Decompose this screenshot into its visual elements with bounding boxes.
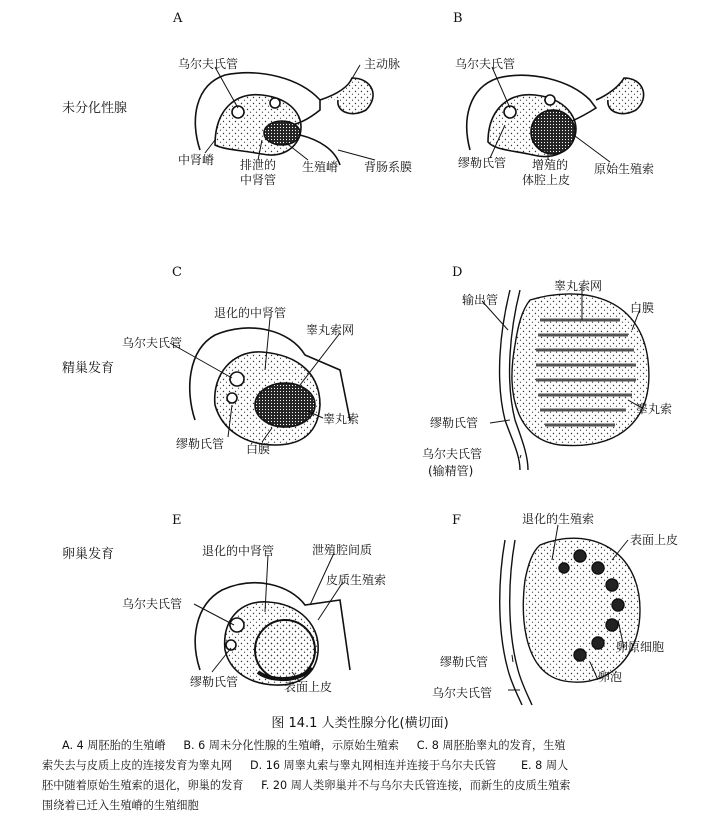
label-c-tunica-albuginea: 白膜: [246, 442, 271, 456]
legend-c: C. 8 周胚胎睾丸的发育，生殖: [416, 739, 566, 752]
label-e-wolffian-duct: 乌尔夫氏管: [122, 597, 183, 611]
label-a-excretory: 排泄的: [240, 158, 277, 172]
row-label-ovary: 卵巢发育: [62, 547, 115, 562]
label-e-cloacal-mesenchyme: 泄殖腔间质: [312, 543, 373, 557]
legend-line-4: [42, 796, 682, 816]
label-c-rete-testis: 睾丸索网: [306, 323, 355, 337]
label-b-mullerian-duct: 缪勒氏管: [458, 156, 507, 170]
legend-b: B. 6 周未分化性腺的生殖嵴，示原始生殖索: [183, 739, 399, 752]
legend-line-1: [62, 736, 682, 756]
label-d-rete-testis: 睾丸索网: [554, 279, 603, 293]
label-b-wolffian-duct: 乌尔夫氏管: [455, 57, 516, 71]
panel-letter-b: B: [453, 11, 463, 26]
legend-f: F. 20 周人类卵巢并不与乌尔夫氏管连接，而新生的皮质生殖索: [261, 779, 571, 792]
legend-line-3: [42, 776, 682, 796]
legend-a: A. 4 周胚胎的生殖嵴: [62, 739, 166, 752]
label-e-mullerian-duct: 缪勒氏管: [190, 675, 239, 689]
label-a-wolffian-duct: 乌尔夫氏管: [178, 57, 239, 71]
label-d-wolffian-duct: 乌尔夫氏管: [422, 447, 483, 461]
panel-letter-c: C: [172, 265, 182, 280]
panel-d-drawing: [500, 290, 649, 470]
legend-d: D. 16 周睾丸索与睾丸网相连并连接于乌尔夫氏管: [249, 759, 497, 772]
legend-f-cont: 围绕着已迁入生殖嵴的生殖细胞: [42, 799, 199, 812]
label-a-mesonephric-duct: 中肾管: [240, 173, 277, 187]
panel-letter-a: A: [173, 11, 183, 26]
label-e-degenerated-duct: 退化的中肾管: [202, 544, 275, 558]
label-e-cortical-cords: 皮质生殖索: [326, 573, 387, 587]
label-a-genital-ridge: 生殖嵴: [302, 160, 339, 174]
panel-letter-e: E: [172, 513, 182, 528]
panel-a-drawing: [195, 73, 373, 165]
label-b-primitive-sex-cords: 原始生殖索: [594, 162, 655, 176]
label-f-oogonia: 卵原细胞: [616, 640, 665, 654]
label-d-testis-cords: 睾丸索: [636, 402, 673, 416]
panel-b-drawing: [467, 75, 644, 156]
label-c-mullerian-duct: 缪勒氏管: [176, 437, 225, 451]
label-c-wolffian-duct: 乌尔夫氏管: [122, 336, 183, 350]
label-c-degenerated-duct: 退化的中肾管: [214, 306, 287, 320]
label-b-proliferating: 增殖的: [532, 158, 569, 172]
row-label-undifferentiated: 未分化性腺: [62, 101, 128, 116]
label-f-degenerated-cords: 退化的生殖索: [522, 512, 595, 526]
label-e-surface-epithelium: 表面上皮: [284, 680, 333, 694]
legend-e-cont: 胚中随着原始生殖索的退化，卵巢的发育: [42, 779, 244, 792]
label-b-coelomic-epithelium: 体腔上皮: [522, 173, 571, 187]
row-label-testis: 精巢发育: [62, 361, 115, 376]
label-c-testis-cords: 睾丸索: [323, 412, 360, 426]
panel-letter-d: D: [452, 265, 463, 280]
panel-letter-f: F: [452, 513, 462, 528]
label-f-mullerian-duct: 缪勒氏管: [440, 655, 489, 669]
label-a-dorsal-mesentery: 背肠系膜: [364, 160, 413, 174]
figure-caption: 图 14.1 人类性腺分化(横切面): [271, 716, 449, 731]
label-f-follicle: 卵泡: [598, 670, 623, 684]
legend-e: E. 8 周人: [520, 759, 569, 772]
panel-c-drawing: [190, 328, 350, 445]
panel-e-drawing: [195, 583, 350, 685]
label-d-tunica-albuginea: 白膜: [630, 301, 655, 315]
label-a-mesonephric-ridge: 中肾嵴: [178, 153, 215, 167]
label-a-aorta: 主动脉: [364, 57, 401, 71]
legend-c-cont: 索失去与皮质上皮的连接发育为睾丸网: [42, 759, 233, 772]
figure-legend: [42, 736, 682, 816]
label-d-vas-deferens: (输精管): [428, 464, 474, 478]
label-d-mullerian-duct: 缪勒氏管: [430, 416, 479, 430]
label-f-surface-epithelium: 表面上皮: [630, 533, 679, 547]
label-d-efferent-ducts: 输出管: [462, 293, 499, 307]
legend-line-2: [42, 756, 682, 776]
label-f-wolffian-duct: 乌尔夫氏管: [432, 686, 493, 700]
